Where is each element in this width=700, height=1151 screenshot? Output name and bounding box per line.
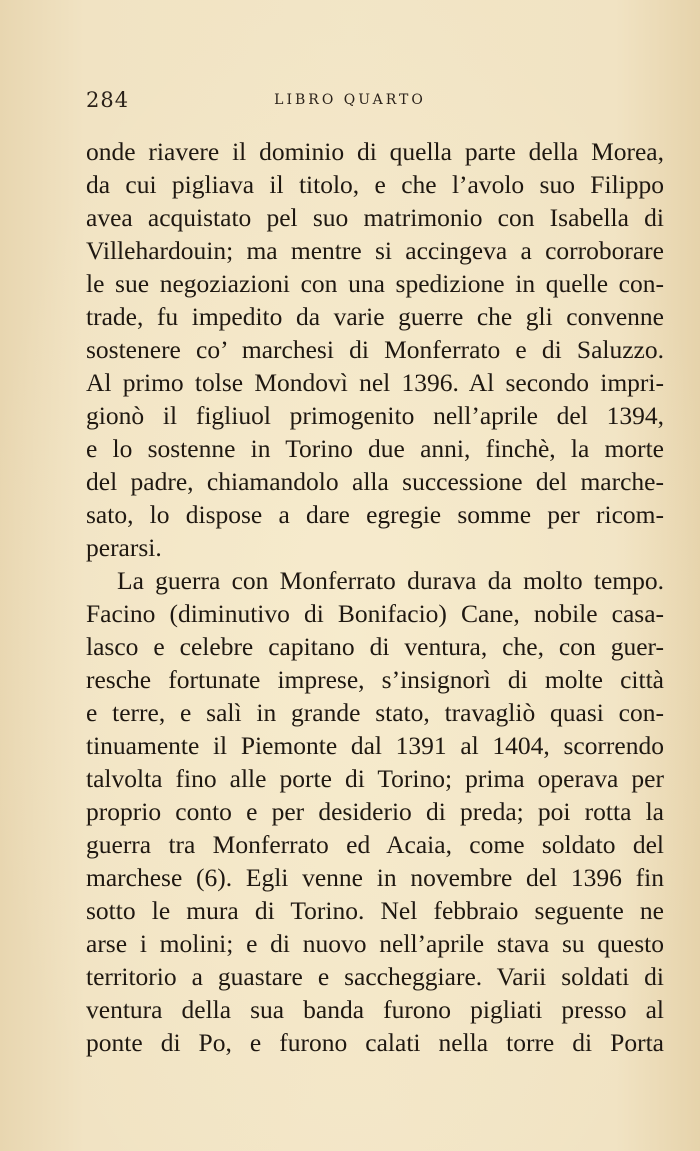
text-line: sostenere co’ marchesi di Monferrato e di Saluzzo. — [86, 335, 664, 364]
text-line: arse i molini; e di nuovo nell’aprile stava su questo — [86, 929, 664, 958]
text-line: tinuamente il Piemonte dal 1391 al 1404, scorrendo — [86, 731, 664, 760]
text-line: onde riavere il dominio di quella parte della Morea, — [86, 137, 664, 166]
text-line: sato, lo dispose a dare egregie somme per ricom- — [86, 500, 664, 529]
text-line: Villehardouin; ma mentre si accingeva a corroborare — [86, 236, 664, 265]
page-number: 284 — [86, 88, 130, 112]
text-line: marchese (6). Egli venne in novembre del 1396 fin — [86, 863, 664, 892]
body-text — [86, 135, 664, 1059]
text-line: talvolta fino alle porte di Torino; prima operava per — [86, 764, 664, 793]
text-line: e lo sostenne in Torino due anni, finchè, la morte — [86, 434, 664, 463]
text-line: La guerra con Monferrato durava da molto tempo. — [117, 566, 664, 595]
text-line: Al primo tolse Mondovì nel 1396. Al secondo impri- — [86, 368, 664, 397]
text-line: lasco e celebre capitano di ventura, che, con guer- — [86, 632, 664, 661]
text-line: resche fortunate imprese, s’insignorì di molte città — [86, 665, 664, 694]
text-line: guerra tra Monferrato ed Acaia, come soldato del — [86, 830, 664, 859]
text-line: e terre, e salì in grande stato, travagliò quasi con- — [86, 698, 664, 727]
page-header — [86, 88, 614, 118]
text-line: avea acquistato pel suo matrimonio con Isabella di — [86, 203, 664, 232]
text-line: sotto le mura di Torino. Nel febbraio seguente ne — [86, 896, 664, 925]
text-line: territorio a guastare e saccheggiare. Varii soldati di — [86, 962, 664, 991]
text-line: perarsi. — [86, 533, 162, 562]
text-line: proprio conto e per desiderio di preda; poi rotta la — [86, 797, 664, 826]
text-line: da cui pigliava il titolo, e che l’avolo suo Filippo — [86, 170, 664, 199]
text-line: del padre, chiamandolo alla successione del marche- — [86, 467, 664, 496]
text-line: le sue negoziazioni con una spedizione in quelle con- — [86, 269, 664, 298]
text-line: ventura della sua banda furono pigliati presso al — [86, 995, 664, 1024]
text-line: Facino (diminutivo di Bonifacio) Cane, nobile casa- — [86, 599, 664, 628]
text-line: trade, fu impedito da varie guerre che gli convenne — [86, 302, 664, 331]
running-head: LIBRO QUARTO — [274, 92, 426, 108]
text-line: gionò il figliuol primogenito nell’aprile del 1394, — [86, 401, 664, 430]
text-line: ponte di Po, e furono calati nella torre di Porta — [86, 1028, 664, 1057]
